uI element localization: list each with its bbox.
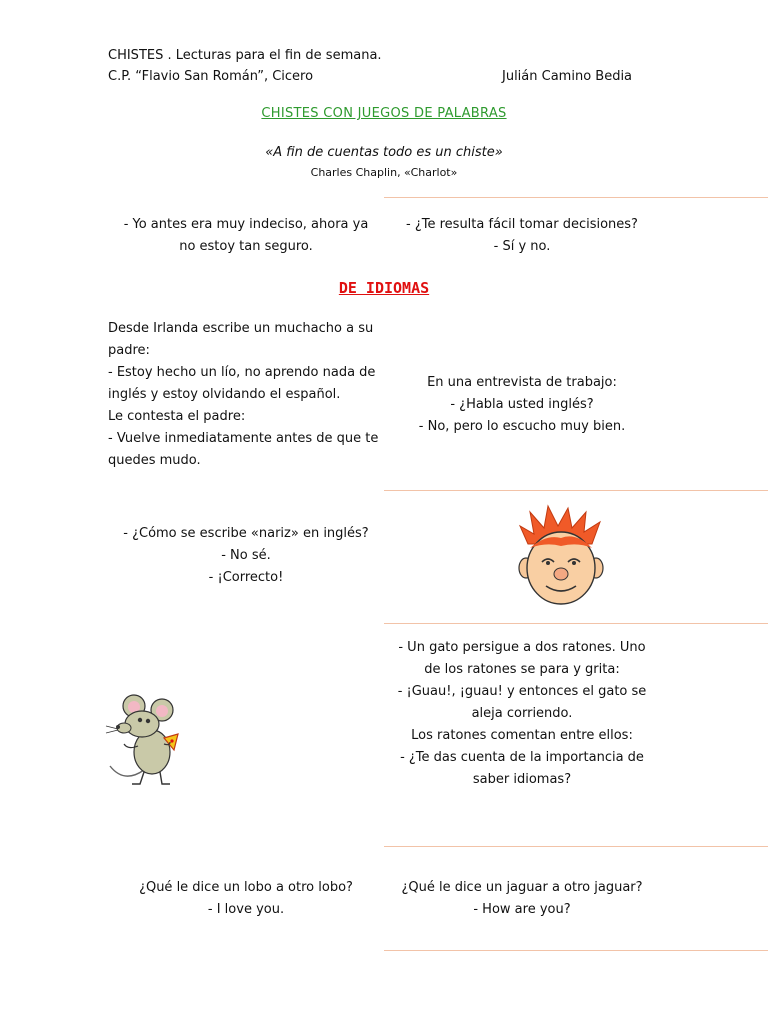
joke-entrevista: En una entrevista de trabajo: - ¿Habla usted inglés? - No, pero lo escucho muy bien. bbox=[418, 375, 626, 434]
header-school: C.P. “Flavio San Román”, Cicero bbox=[108, 69, 314, 84]
joke-jaguar: ¿Qué le dice un jaguar a otro jaguar? - How are you? bbox=[401, 880, 643, 917]
divider bbox=[384, 490, 768, 491]
joke-indeciso-right: - ¿Te resulta fácil tomar decisiones? - Sí y no. bbox=[406, 217, 638, 254]
joke-nariz: - ¿Cómo se escribe «nariz» en inglés? - No sé. - ¡Correcto! bbox=[123, 526, 369, 585]
section-title-idiomas: DE IDIOMAS bbox=[338, 279, 430, 297]
quote: «A fin de cuentas todo es un chiste» bbox=[265, 145, 503, 160]
joke-gato: - Un gato persigue a dos ratones. Uno de los ratones se para y grita: - ¡Guau!, ¡guau! y entonces el gato se aleja corriendo. Los ratones comentan entre ellos: - ¿Te das cuenta de la importancia de saber idiomas? bbox=[397, 640, 647, 787]
divider bbox=[384, 846, 768, 847]
header-author: Julián Camino Bedia bbox=[502, 69, 633, 84]
joke-indeciso-left: - Yo antes era muy indeciso, ahora ya no estoy tan seguro. bbox=[123, 217, 369, 254]
joke-irlanda: Desde Irlanda escribe un muchacho a su padre: - Estoy hecho un lío, no aprendo nada de inglés y estoy olvidando el español. Le contesta el padre: - Vuelve inmediatamente antes de que te quedes mudo. bbox=[108, 321, 379, 468]
header-line-1: CHISTES . Lecturas para el fin de semana. bbox=[108, 48, 382, 63]
quote-author: Charles Chaplin, «Charlot» bbox=[310, 166, 458, 179]
section-title-wordplay: CHISTES CON JUEGOS DE PALABRAS bbox=[261, 106, 507, 121]
joke-lobo: ¿Qué le dice un lobo a otro lobo? - I love you. bbox=[139, 880, 353, 917]
divider bbox=[384, 950, 768, 951]
cartoon-mouse-icon bbox=[104, 694, 192, 788]
cartoon-face-icon bbox=[516, 504, 606, 608]
divider bbox=[384, 197, 768, 198]
divider bbox=[384, 623, 768, 624]
